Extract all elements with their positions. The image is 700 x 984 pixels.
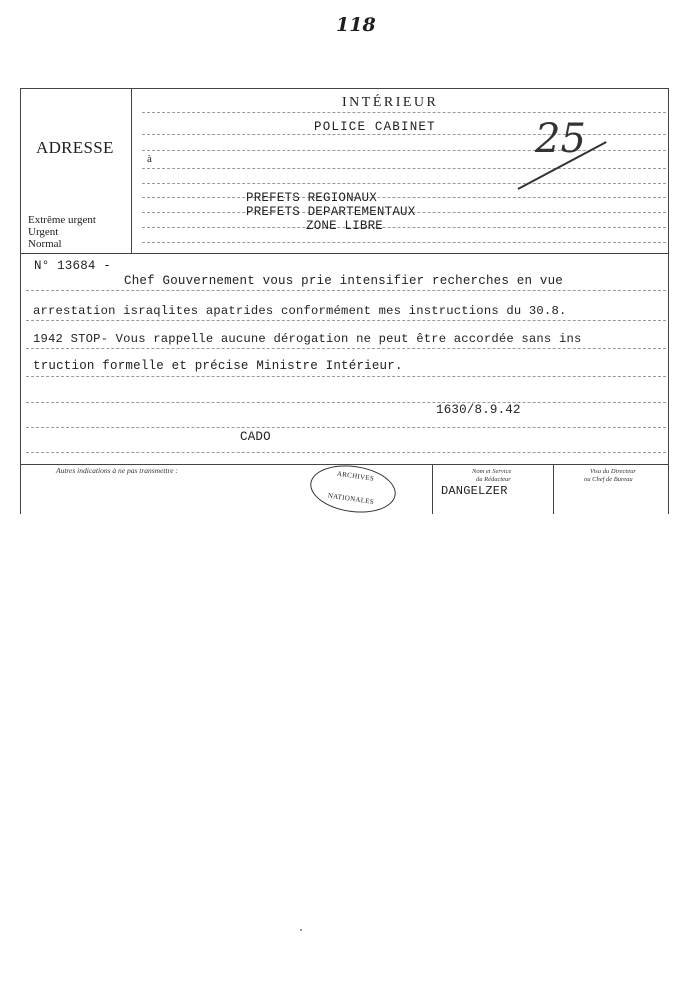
visa-label: ou Chef de Bureau [584,476,633,483]
message-line: Chef Gouvernement vous prie intensifier recherches en vue [124,274,563,288]
folio-number: 118 [336,14,376,36]
handwritten-annotation: 25 [535,116,586,162]
other-indications-label: Autres indications à ne pas transmettre : [56,466,178,475]
priority-extreme-urgent: Extrême urgent [28,214,96,226]
body-line [26,320,666,321]
body-line [26,427,666,428]
stamp-text-bottom: NATIONALES [327,491,375,507]
redacteur-label: Nom et Service [472,468,512,475]
ministry-title: INTÉRIEUR [342,95,439,110]
form-left-border [20,88,21,514]
message-number: N° 13684 - [34,259,112,273]
footer-divider-2 [553,464,554,514]
footer-divider-1 [432,464,433,514]
body-line [26,402,666,403]
scan-mark [300,929,302,931]
header-line [142,168,666,169]
recipient-line: PREFETS DEPARTEMENTAUX [246,205,416,219]
stamp-text-top: ARCHIVES [336,469,375,483]
service-name: POLICE CABINET [314,120,436,134]
header-line [142,112,666,113]
address-label: ADRESSE [36,138,114,157]
message-line: 1942 STOP- Vous rappelle aucune dérogation ne peut être accordée sans ins [33,332,582,346]
message-line: arrestation israqlites apatrides conformément mes instructions du 30.8. [33,304,567,318]
message-signature: CADO [240,430,271,444]
body-line [26,452,666,453]
header-line [142,134,666,135]
priority-normal: Normal [28,238,62,250]
header-line [142,197,666,198]
message-timestamp: 1630/8.9.42 [436,403,521,417]
body-line [26,290,666,291]
body-line [26,376,666,377]
recipient-line: ZONE LIBRE [306,219,384,233]
archives-stamp [307,460,399,518]
address-box-divider [131,88,132,253]
form-right-border [668,88,669,514]
body-line [26,348,666,349]
form-top-border [20,88,668,89]
header-line [142,183,666,184]
to-prefix: à [147,153,152,165]
redacteur-name: DANGELZER [441,484,508,498]
header-line [142,242,666,243]
visa-label: Visa du Directeur [590,468,636,475]
header-line [142,227,666,228]
redacteur-label: du Rédacteur [476,476,511,483]
message-line: truction formelle et précise Ministre Intérieur. [33,359,403,373]
header-bottom-rule [20,253,668,254]
priority-urgent: Urgent [28,226,59,238]
recipient-line: PREFETS REGIONAUX [246,191,377,205]
